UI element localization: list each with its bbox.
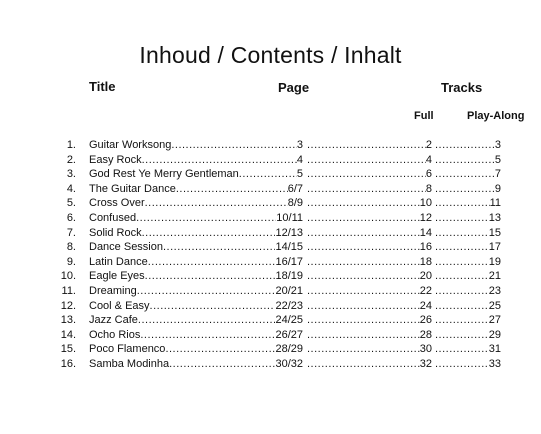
- page-title: Inhoud / Contents / Inhalt: [139, 42, 402, 68]
- list-item: [0, 299, 541, 314]
- contents-list: [0, 138, 541, 372]
- column-header-title: Title: [89, 79, 116, 94]
- entry-full-track: 26: [419, 314, 432, 327]
- dot-leader: [307, 284, 420, 299]
- dot-leader: [435, 153, 495, 168]
- entry-page: 26/27: [275, 328, 303, 341]
- dot-leader: [435, 211, 489, 226]
- entry-full-track: 30: [419, 343, 432, 356]
- list-item: [0, 255, 541, 270]
- entry-page: 5: [296, 168, 303, 181]
- list-item: [0, 284, 541, 299]
- dot-leader: [307, 240, 420, 255]
- dot-leader: [435, 255, 489, 270]
- dot-leader: [165, 342, 275, 357]
- list-item: [0, 167, 541, 182]
- dot-leader: [435, 328, 489, 343]
- entry-title: Easy Rock: [89, 153, 142, 166]
- dot-leader: [137, 284, 276, 299]
- entry-title: Poco Flamenco: [89, 343, 166, 356]
- dot-leader: [145, 196, 288, 211]
- entry-page: 28/29: [275, 343, 303, 356]
- list-item: [0, 313, 541, 328]
- dot-leader: [307, 255, 420, 270]
- entry-full-track: 24: [419, 299, 432, 312]
- dot-leader: [307, 342, 420, 357]
- entry-number: 2.: [66, 153, 76, 166]
- entry-full-track: 20: [419, 270, 432, 283]
- entry-title: Latin Dance: [89, 255, 148, 268]
- entry-title: Samba Modinha: [89, 357, 170, 370]
- entry-title: Cross Over: [89, 197, 145, 210]
- entry-playalong-track: 13: [488, 211, 501, 224]
- entry-number: 16.: [60, 357, 76, 370]
- dot-leader: [307, 138, 426, 153]
- entry-number: 5.: [66, 197, 76, 210]
- dot-leader: [150, 299, 276, 314]
- entry-number: 12.: [60, 299, 76, 312]
- column-header-page: Page: [278, 80, 310, 95]
- entry-full-track: 28: [419, 328, 432, 341]
- list-item: [0, 240, 541, 255]
- column-header-full: Full: [414, 110, 434, 122]
- entry-playalong-track: 19: [488, 255, 501, 268]
- entry-number: 10.: [60, 270, 76, 283]
- entry-playalong-track: 29: [488, 328, 501, 341]
- entry-title: God Rest Ye Merry Gentleman: [89, 168, 239, 181]
- dot-leader: [239, 167, 297, 182]
- entry-full-track: 18: [419, 255, 432, 268]
- dot-leader: [307, 196, 420, 211]
- dot-leader: [435, 299, 489, 314]
- entry-playalong-track: 15: [488, 226, 501, 239]
- dot-leader: [435, 182, 495, 197]
- dot-leader: [307, 269, 420, 284]
- dot-leader: [435, 269, 489, 284]
- column-header-tracks: Tracks: [441, 80, 483, 95]
- entry-page: 4: [296, 153, 303, 166]
- entry-number: 7.: [66, 226, 76, 239]
- entry-number: 9.: [66, 255, 76, 268]
- entry-number: 3.: [66, 168, 76, 181]
- list-item: [0, 182, 541, 197]
- dot-leader: [435, 138, 495, 153]
- entry-page: 22/23: [275, 299, 303, 312]
- dot-leader: [142, 153, 297, 168]
- entry-number: 15.: [60, 343, 76, 356]
- entry-playalong-track: 21: [488, 270, 501, 283]
- entry-full-track: 16: [419, 241, 432, 254]
- entry-page: 10/11: [276, 211, 303, 224]
- entry-full-track: 4: [425, 153, 432, 166]
- entry-full-track: 8: [425, 182, 432, 195]
- dot-leader: [307, 211, 420, 226]
- entry-page: 3: [296, 139, 303, 151]
- entry-title: Guitar Worksong: [89, 139, 172, 151]
- dot-leader: [307, 153, 426, 168]
- dot-leader: [307, 328, 420, 343]
- entry-page: 18/19: [275, 270, 303, 283]
- dot-leader: [145, 269, 276, 284]
- entry-full-track: 10: [419, 197, 432, 210]
- dot-leader: [307, 357, 420, 372]
- entry-title: Jazz Cafe: [89, 314, 138, 327]
- entry-title: Solid Rock: [89, 226, 142, 239]
- entry-title: Dreaming: [89, 284, 137, 297]
- dot-leader: [307, 167, 426, 182]
- list-item: [0, 196, 541, 211]
- dot-leader: [307, 299, 420, 314]
- entry-playalong-track: 27: [488, 314, 501, 327]
- dot-leader: [307, 182, 426, 197]
- entry-full-track: 6: [425, 168, 432, 181]
- entry-number: 13.: [60, 314, 76, 327]
- dot-leader: [171, 138, 297, 153]
- entry-title: Ocho Rios: [89, 328, 141, 341]
- entry-page: 8/9: [287, 197, 303, 210]
- entry-playalong-track: 33: [488, 357, 501, 370]
- dot-leader: [142, 226, 276, 241]
- entry-title: Eagle Eyes: [89, 270, 145, 283]
- entry-page: 12/13: [275, 226, 303, 239]
- dot-leader: [435, 313, 489, 328]
- list-item: [0, 226, 541, 241]
- dot-leader: [136, 211, 276, 226]
- entry-number: 11.: [61, 284, 76, 297]
- entry-page: 6/7: [287, 182, 303, 195]
- entry-playalong-track: 31: [488, 343, 501, 356]
- dot-leader: [176, 182, 288, 197]
- entry-full-track: 32: [419, 357, 432, 370]
- entry-playalong-track: 23: [488, 284, 501, 297]
- dot-leader: [138, 313, 276, 328]
- list-item: [0, 153, 541, 168]
- entry-full-track: 12: [419, 211, 432, 224]
- entry-playalong-track: 7: [494, 168, 501, 181]
- list-item: [0, 357, 541, 372]
- dot-leader: [148, 255, 276, 270]
- entry-title: Dance Session: [89, 241, 163, 254]
- entry-playalong-track: 9: [494, 182, 501, 195]
- list-item: [0, 269, 541, 284]
- entry-number: 8.: [66, 241, 76, 254]
- entry-playalong-track: 3: [494, 139, 501, 151]
- entry-full-track: 2: [425, 139, 432, 151]
- dot-leader: [435, 284, 489, 299]
- entry-page: 14/15: [275, 241, 303, 254]
- dot-leader: [435, 196, 490, 211]
- dot-leader: [169, 357, 275, 372]
- entry-page: 16/17: [275, 255, 303, 268]
- dot-leader: [435, 167, 495, 182]
- entry-full-track: 22: [419, 284, 432, 297]
- dot-leader: [307, 313, 420, 328]
- entry-title: The Guitar Dance: [89, 182, 176, 195]
- dot-leader: [140, 328, 275, 343]
- entry-playalong-track: 5: [494, 153, 501, 166]
- list-item: [0, 342, 541, 357]
- entry-full-track: 14: [419, 226, 432, 239]
- dot-leader: [435, 240, 489, 255]
- entry-number: 14.: [60, 328, 76, 341]
- entry-page: 20/21: [275, 284, 303, 297]
- list-item: [0, 211, 541, 226]
- entry-number: 1.: [66, 139, 76, 151]
- dot-leader: [163, 240, 275, 255]
- entry-number: 6.: [66, 211, 76, 224]
- entry-page: 30/32: [275, 357, 303, 370]
- dot-leader: [435, 342, 489, 357]
- entry-title: Confused: [89, 211, 137, 224]
- entry-playalong-track: 11: [489, 197, 501, 210]
- entry-playalong-track: 25: [488, 299, 501, 312]
- entry-page: 24/25: [275, 314, 303, 327]
- list-item: [0, 328, 541, 343]
- column-header-playalong: Play-Along: [467, 110, 525, 122]
- entry-title: Cool & Easy: [89, 299, 150, 312]
- entry-playalong-track: 17: [488, 241, 501, 254]
- dot-leader: [435, 357, 489, 372]
- dot-leader: [307, 226, 420, 241]
- list-item: [0, 138, 541, 153]
- dot-leader: [435, 226, 489, 241]
- entry-number: 4.: [66, 182, 76, 195]
